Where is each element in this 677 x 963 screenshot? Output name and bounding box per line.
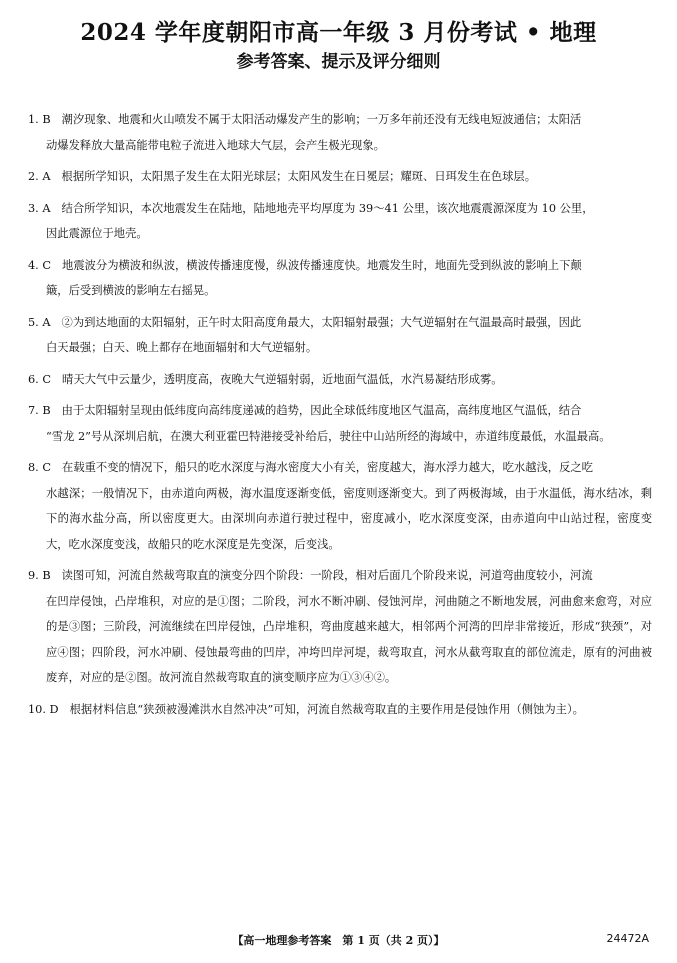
answer-item: [28, 253, 652, 304]
answer-first-line: [28, 107, 652, 133]
answer-first-line: [28, 196, 652, 222]
footer-page-info: 【高一地理参考答案 第 1 页（共 2 页）】: [232, 934, 445, 947]
answer-text: 结合所学知识，本次地震发生在陆地，陆地地壳平均厚度为 39～41 公里，该次地震震源深度为 10 公里，: [61, 201, 594, 215]
answer-continuation: “雪龙 2”号从深圳启航，在澳大利亚霍巴特港接受补给后，驶往中山站所经的海域中，赤道纬度最低，水温最高。: [46, 429, 611, 443]
answer-continuation: 白天最强；白天、晚上都存在地面辐射和大气逆辐射。: [46, 341, 318, 354]
answer-item: [28, 697, 652, 723]
answer-item: [28, 367, 652, 393]
answer-text: 晴天大气中云量少，透明度高，夜晚大气逆辐射弱，近地面气温低，水汽易凝结形成雾。: [62, 372, 503, 386]
answer-first-line: [28, 367, 652, 393]
answer-number: 8. C: [28, 461, 52, 474]
answer-item: [28, 107, 652, 158]
answer-text: 根据材料信息“狭颈被漫滩洪水自然冲决”可知，河流自然裁弯取直的主要作用是侵蚀作用（侧蚀为主）。: [69, 702, 584, 716]
answer-number: 3. A: [28, 201, 51, 215]
answer-continuation: 因此震源位于地壳。: [46, 227, 148, 240]
answer-continuation: 动爆发释放大量高能带电粒子流进入地球大气层，会产生极光现象。: [46, 138, 385, 152]
answer-text: 读图可知，河流自然裁弯取直的演变分四个阶段：一阶段，相对后面几个阶段来说，河道弯曲度较小，河流: [61, 569, 593, 582]
answer-first-line: [28, 398, 652, 424]
answer-text: 潮汐现象、地震和火山喷发不属于太阳活动爆发产生的影响；一万多年前还没有无线电短波通信；太阳活: [61, 113, 582, 126]
answer-first-line: [28, 253, 652, 279]
answer-number: 4. C: [28, 258, 52, 272]
answer-item: [28, 310, 652, 361]
answer-item: [28, 398, 652, 449]
answer-text: 在载重不变的情况下，船只的吃水深度与海水密度大小有关，密度越大，海水浮力越大，吃水越浅，反之吃: [62, 461, 593, 474]
answer-first-line: [28, 164, 652, 190]
answer-continuation: 在凹岸侵蚀，凸岸堆积，对应的是①图；二阶段，河水不断冲刷、侵蚀河岸，河曲随之不断地发展，河曲愈来愈弯，对应的是③图；三阶段，河流继续在凹岸侵蚀，凸岸堆积，弯曲度越来越大，相邻两个河湾的凹岸非常接近，形成“狭颈”，对应④图；四阶段，河水冲刷、侵蚀最弯曲的凹岸，冲垮凹岸河堤，裁弯取直，河水从截弯取直的部位流走，原有的河曲被废弃，对应的是②图。故河流自然裁弯取直的演变顺序应为①③④②。: [46, 594, 652, 684]
document-subtitle: 参考答案、提示及评分细则: [236, 52, 441, 72]
footer-code: 24472A: [606, 932, 649, 945]
answer-number: 5. A: [28, 315, 51, 329]
answer-list: [28, 107, 652, 722]
answer-number: 9. B: [28, 569, 51, 582]
answer-item: [28, 455, 652, 557]
answer-number: 1. B: [28, 113, 51, 126]
answer-number: 2. A: [28, 170, 51, 183]
document-title: 2024 学年度朝阳市高一年级 3 月份考试 • 地理: [80, 19, 597, 46]
answer-item: [28, 164, 652, 190]
answer-first-line: [28, 563, 652, 589]
answer-item: [28, 196, 652, 247]
page-footer: [0, 932, 677, 952]
answer-number: 6. C: [28, 372, 52, 386]
answer-first-line: [28, 310, 652, 336]
answer-first-line: [28, 697, 652, 723]
answer-text: 地震波分为横波和纵波，横波传播速度慢，纵波传播速度快。地震发生时，地面先受到纵波的影响上下颠: [62, 258, 582, 272]
answer-continuation: 簸，后受到横波的影响左右摇晃。: [46, 284, 216, 297]
answer-text: 由于太阳辐射呈现由低纬度向高纬度递减的趋势，因此全球低纬度地区气温高，高纬度地区气温低，结合: [61, 404, 582, 417]
answer-text: 根据所学知识，太阳黑子发生在太阳光球层；太阳风发生在日冕层；耀斑、日珥发生在色球层。: [61, 170, 537, 183]
answer-continuation: 水越深；一般情况下，由赤道向两极，海水温度逐渐变低，密度则逐渐变大。到了两极海域，由于水温低，海水结冰，剩下的海水盐分高，所以密度更大。由深圳向赤道行驶过程中，密度减小，吃水深度变深，由赤道向中山站过程，密度变大，吃水深度变浅，故船只的吃水深度是先变深，后变浅。: [46, 486, 652, 551]
answer-item: [28, 563, 652, 691]
answer-number: 7. B: [28, 404, 51, 417]
answer-first-line: [28, 455, 652, 481]
answer-text: ②为到达地面的太阳辐射，正午时太阳高度角最大，太阳辐射最强；大气逆辐射在气温最高时最强，因此: [61, 315, 582, 329]
answer-number: 10. D: [28, 702, 59, 716]
